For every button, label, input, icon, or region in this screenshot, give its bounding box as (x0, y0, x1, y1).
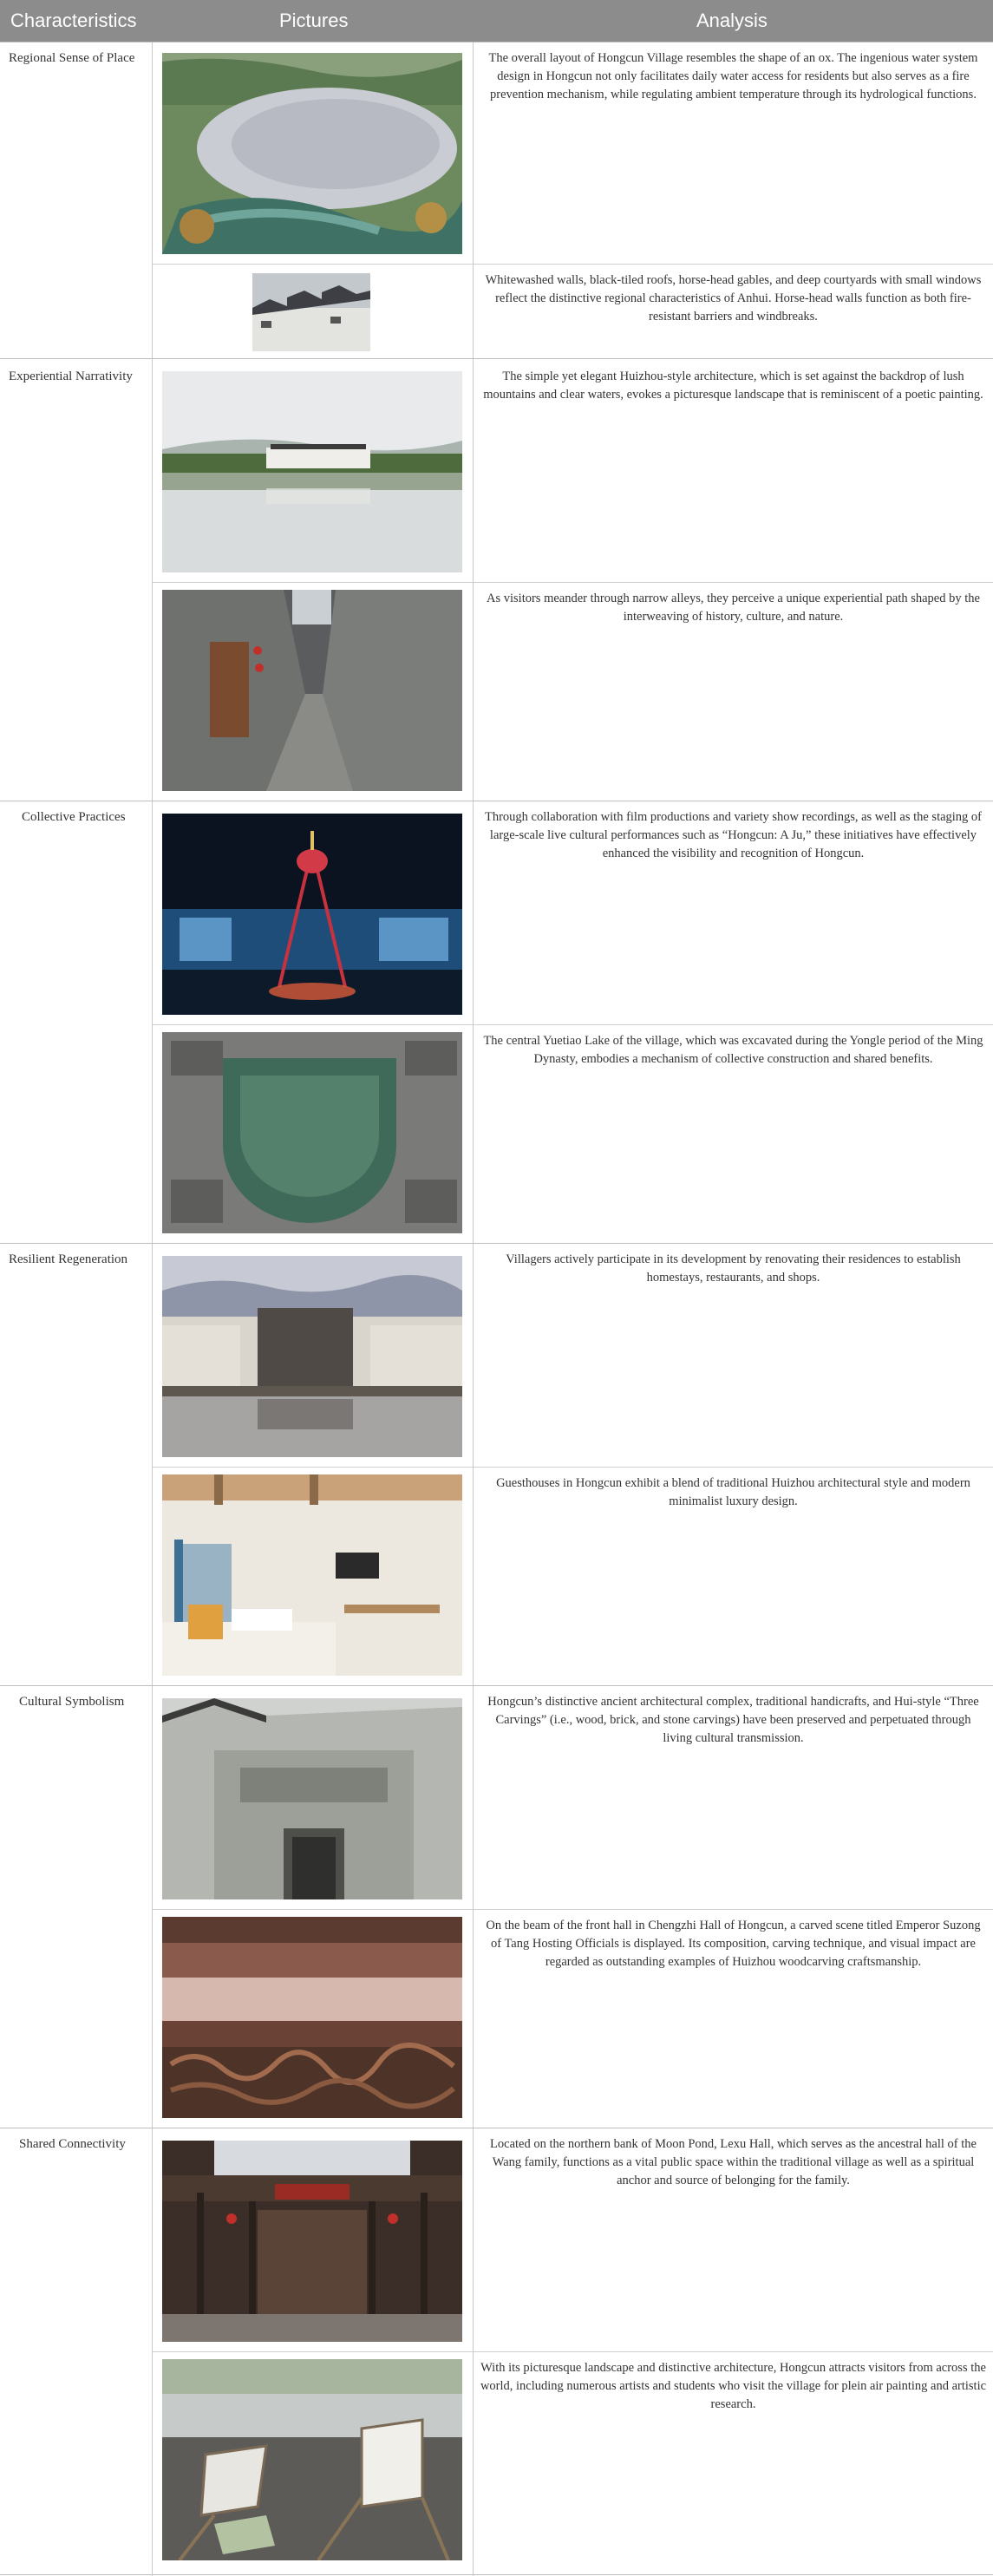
characteristic-label: Regional Sense of Place (9, 51, 135, 65)
analysis-text: As visitors meander through narrow alleys, they perceive a unique experiential path shaped by the interweaving of history, culture, and nature. (487, 592, 980, 624)
analysis-text: The overall layout of Hongcun Village resembles the shape of an ox. The ingenious water system design in Hongcun not only facilitates daily water access for residents but also serves as a fire prevention mechanism, while regulating ambient temperature through its hydrological functions. (488, 51, 978, 101)
analysis-text: Hongcun’s distinctive ancient architectural complex, traditional handicrafts, and Hui-style “Three Carvings” (i.e., wood, brick, and stone carvings) have been preserved and perpetuated through living cultural transmission. (487, 1695, 979, 1745)
analysis-text: Through collaboration with film productions and variety show recordings, as well as the staging of large-scale live cultural performances such as “Hongcun: A Ju,” these initiatives have effectively enhanced the visibility and recognition of Hongcun. (484, 810, 983, 860)
aerial-village-photo (162, 53, 462, 254)
analysis-text: Whitewashed walls, black-tiled roofs, horse-head gables, and deep courtyards with small windows reflect the distinctive regional characteristics of Anhui. Horse-head walls function as both fire-resistant barriers and windbreaks. (485, 273, 982, 324)
table-header (0, 0, 993, 42)
ancient-gate-photo (162, 1698, 462, 1899)
analysis-text: On the beam of the front hall in Chengzhi Hall of Hongcun, a carved scene titled Emperor Suzong of Tang Hosting Officials is displayed. Its composition, carving technique, and visual impact are regarded as outstanding examples of Huizhou woodcarving craftsmanship. (486, 1919, 981, 1969)
analysis-text: Guesthouses in Hongcun exhibit a blend of traditional Huizhou architectural style and modern minimalist luxury design. (496, 1476, 970, 1508)
guesthouse-room-photo (162, 1474, 462, 1676)
table-row (0, 801, 993, 1243)
analysis-text: The simple yet elegant Huizhou-style architecture, which is set against the backdrop of lush mountains and clear waters, evokes a picturesque landscape that is reminiscent of a poetic painting. (483, 369, 983, 402)
narrow-alley-photo (162, 590, 462, 791)
analysis-text: Located on the northern bank of Moon Pond, Lexu Hall, which serves as the ancestral hall of the Wang family, functions as a vital public space within the traditional village as well as a spiritual anchor and source of belonging for the family. (490, 2137, 977, 2187)
analysis-text: Villagers actively participate in its development by renovating their residences to establish homestays, restaurants, and shops. (506, 1252, 961, 1285)
table-row (0, 42, 993, 358)
lake-reflection-photo (162, 371, 462, 572)
carved-beam-photo (162, 1917, 462, 2118)
night-performance-photo (162, 814, 462, 1015)
analysis-text: With its picturesque landscape and distinctive architecture, Hongcun attracts visitors from across the world, including numerous artists and students who visit the village for plein air painting and artistic research. (480, 2361, 987, 2411)
easels-by-pond-photo (162, 2359, 462, 2560)
table-row (0, 2128, 993, 2575)
waterfront-homestays-photo (162, 1256, 462, 1457)
analysis-text: The central Yuetiao Lake of the village, which was excavated during the Yongle period of the Ming Dynasty, embodies a mechanism of collective construction and shared benefits. (483, 1034, 983, 1066)
horse-head-walls-photo (252, 273, 370, 351)
table-row (0, 1685, 993, 2128)
characteristic-label: Experiential Narrativity (9, 369, 133, 383)
header-analysis: Analysis (696, 10, 768, 31)
header-pictures: Pictures (279, 10, 349, 31)
table-row (0, 358, 993, 801)
yuetiao-lake-aerial-photo (162, 1032, 462, 1233)
table-row (0, 1243, 993, 1685)
header-characteristics: Characteristics (10, 10, 137, 31)
characteristic-label: Collective Practices (22, 810, 126, 824)
ancestral-hall-photo (162, 2141, 462, 2342)
characteristic-label: Cultural Symbolism (19, 1695, 125, 1709)
characteristic-label: Resilient Regeneration (9, 1252, 128, 1266)
characteristic-label: Shared Connectivity (19, 2137, 126, 2151)
